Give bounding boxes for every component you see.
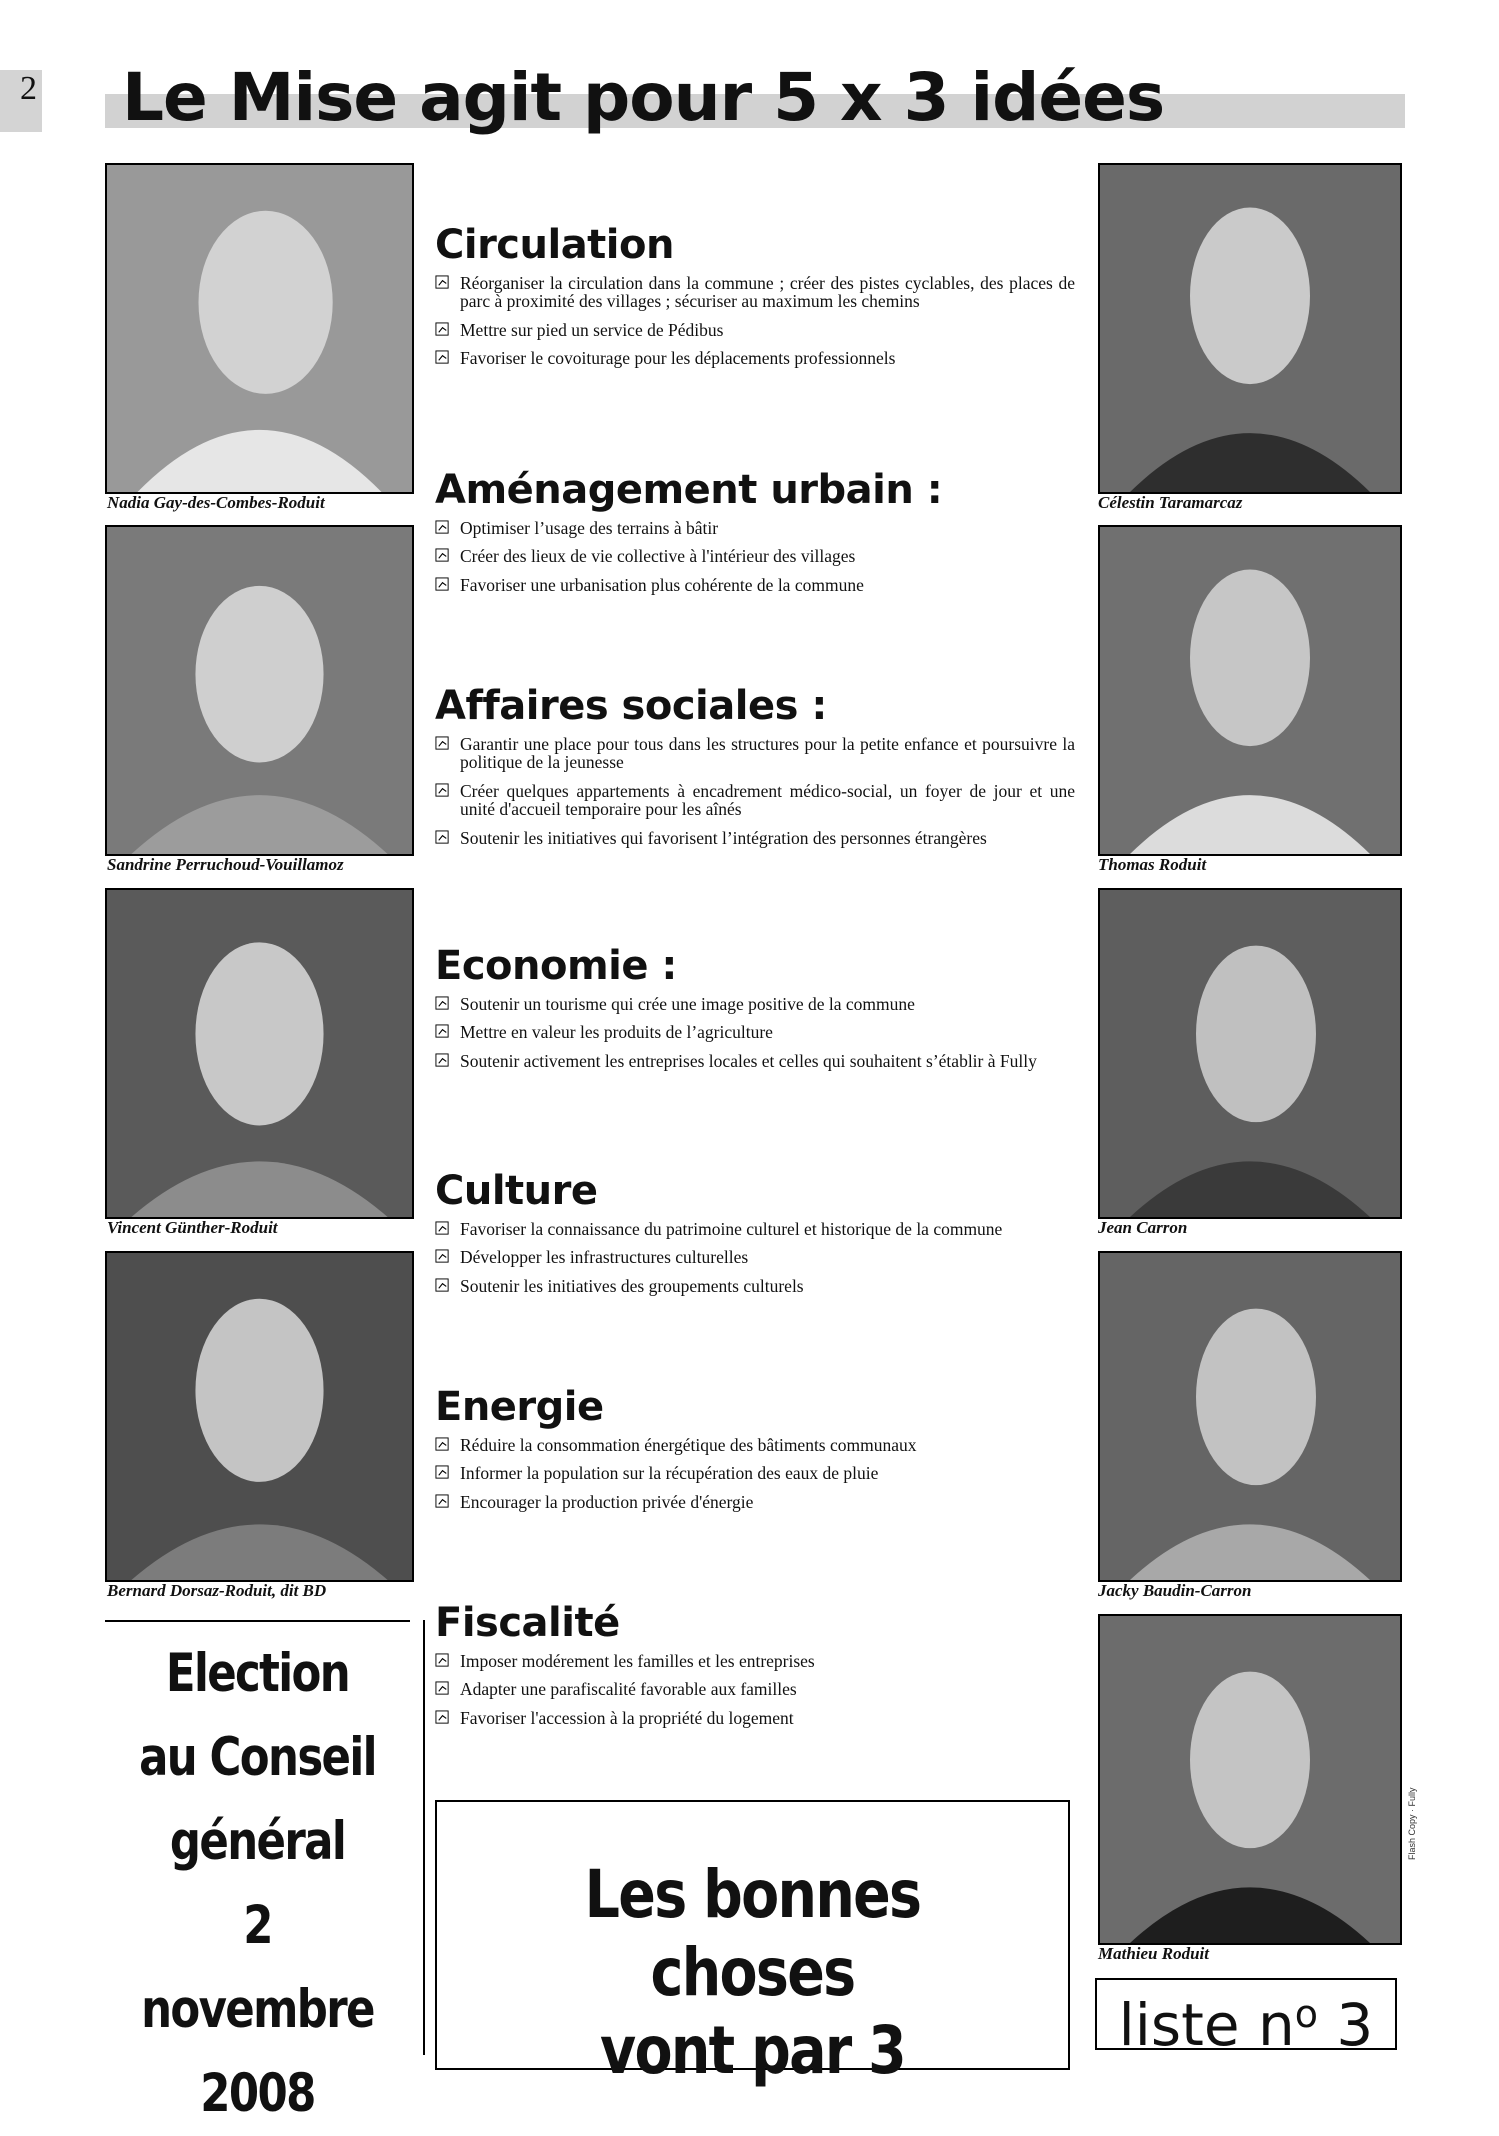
divider-horizontal xyxy=(105,1620,410,1622)
hand-pointer-icon xyxy=(435,577,450,592)
liste-label: liste n xyxy=(1118,1991,1295,2059)
list-item: Créer des lieux de vie collective à l'intérieur des villages xyxy=(435,547,1075,565)
election-line: Election xyxy=(165,1643,350,1704)
candidate-caption: Thomas Roduit xyxy=(1098,855,1207,874)
hand-pointer-icon xyxy=(435,322,450,337)
section-heading: Circulation xyxy=(435,222,674,268)
candidate-caption: Célestin Taramarcaz xyxy=(1098,493,1243,512)
election-line: général xyxy=(169,1811,346,1872)
section-heading: Culture xyxy=(435,1168,598,1214)
section-heading: Affaires sociales : xyxy=(435,683,827,729)
list-item: Mettre en valeur les produits de l’agriculture xyxy=(435,1023,1075,1041)
election-line: au Conseil xyxy=(139,1727,376,1788)
list-item: Soutenir les initiatives qui favorisent l’intégration des personnes étrangères xyxy=(435,829,1075,847)
page-title: Le Mise agit pour 5 x 3 idées xyxy=(122,59,1165,136)
hand-pointer-icon xyxy=(435,996,450,1011)
candidate-caption: Jacky Baudin-Carron xyxy=(1098,1581,1252,1600)
section-culture xyxy=(435,1168,1075,1305)
hand-pointer-icon xyxy=(435,736,450,751)
portrait-photo xyxy=(105,525,414,856)
section-heading: Fiscalité xyxy=(435,1600,620,1646)
divider-vertical xyxy=(423,1620,425,2055)
list-item: Soutenir activement les entreprises locales et celles qui souhaitent s’établir à Fully xyxy=(435,1052,1075,1070)
list-item: Réorganiser la circulation dans la commune ; créer des pistes cyclables, des places de parc à proximité des villages ; sécuriser au maximum les chemins xyxy=(435,274,1075,311)
election-line: 2008 xyxy=(200,2063,315,2124)
election-notice xyxy=(105,1632,410,2136)
hand-pointer-icon xyxy=(435,520,450,535)
hand-pointer-icon xyxy=(435,1053,450,1068)
list-item: Optimiser l’usage des terrains à bâtir xyxy=(435,519,1075,537)
hand-pointer-icon xyxy=(435,1710,450,1725)
section-heading: Aménagement urbain : xyxy=(435,467,943,513)
list-item: Favoriser la connaissance du patrimoine culturel et historique de la commune xyxy=(435,1220,1075,1238)
hand-pointer-icon xyxy=(435,1494,450,1509)
list-item: Favoriser une urbanisation plus cohérente de la commune xyxy=(435,576,1075,594)
section-amenagement xyxy=(435,467,1075,604)
section-circulation xyxy=(435,222,1075,378)
list-item: Encourager la production privée d'énergie xyxy=(435,1493,1075,1511)
list-item: Imposer modérement les familles et les entreprises xyxy=(435,1652,1075,1670)
slogan-line: vont par 3 xyxy=(599,2012,905,2089)
hand-pointer-icon xyxy=(435,1221,450,1236)
hand-pointer-icon xyxy=(435,350,450,365)
section-heading: Economie : xyxy=(435,943,677,989)
section-fiscalite xyxy=(435,1600,1075,1737)
hand-pointer-icon xyxy=(435,783,450,798)
list-item: Créer quelques appartements à encadrement médico-social, un foyer de jour et une unité d'accueil temporaire pour les aînés xyxy=(435,782,1075,819)
hand-pointer-icon xyxy=(435,1249,450,1264)
portrait-photo xyxy=(1098,1614,1402,1945)
candidate-caption: Vincent Günther-Roduit xyxy=(107,1218,278,1237)
hand-pointer-icon xyxy=(435,1465,450,1480)
list-item: Informer la population sur la récupération des eaux de pluie xyxy=(435,1464,1075,1482)
portrait-photo xyxy=(105,888,414,1219)
portrait-photo xyxy=(1098,888,1402,1219)
election-line: 2 novembre xyxy=(141,1895,374,2040)
hand-pointer-icon xyxy=(435,1681,450,1696)
list-item: Soutenir un tourisme qui crée une image positive de la commune xyxy=(435,995,1075,1013)
portrait-photo xyxy=(105,163,414,494)
list-item: Mettre sur pied un service de Pédibus xyxy=(435,321,1075,339)
candidate-caption: Bernard Dorsaz-Roduit, dit BD xyxy=(107,1581,327,1600)
liste-number: 3 xyxy=(1317,1991,1374,2059)
list-item: Développer les infrastructures culturelles xyxy=(435,1248,1075,1266)
section-energie xyxy=(435,1384,1075,1521)
page-number: 2 xyxy=(20,70,37,107)
candidate-caption: Sandrine Perruchoud-Vouillamoz xyxy=(107,855,344,874)
candidate-caption: Mathieu Roduit xyxy=(1098,1944,1210,1963)
hand-pointer-icon xyxy=(435,1653,450,1668)
portrait-photo xyxy=(1098,525,1402,856)
slogan-line: Les bonnes choses xyxy=(584,1856,921,2011)
liste-box xyxy=(1095,1978,1397,2059)
hand-pointer-icon xyxy=(435,830,450,845)
section-economie xyxy=(435,943,1075,1080)
hand-pointer-icon xyxy=(435,1278,450,1293)
section-affaires-sociales xyxy=(435,683,1075,857)
portrait-photo xyxy=(105,1251,414,1582)
liste-superscript: o xyxy=(1294,1992,1318,2036)
hand-pointer-icon xyxy=(435,275,450,290)
list-item: Réduire la consommation énergétique des bâtiments communaux xyxy=(435,1436,1075,1454)
slogan-box xyxy=(435,1800,1070,2089)
hand-pointer-icon xyxy=(435,548,450,563)
candidate-caption: Jean Carron xyxy=(1098,1218,1188,1237)
hand-pointer-icon xyxy=(435,1024,450,1039)
candidate-caption: Nadia Gay-des-Combes-Roduit xyxy=(107,493,325,512)
hand-pointer-icon xyxy=(435,1437,450,1452)
list-item: Favoriser l'accession à la propriété du logement xyxy=(435,1709,1075,1727)
photo-credit: Flash Copy · Fully xyxy=(1407,1787,1417,1860)
section-heading: Energie xyxy=(435,1384,604,1430)
list-item: Adapter une parafiscalité favorable aux familles xyxy=(435,1680,1075,1698)
list-item: Garantir une place pour tous dans les structures pour la petite enfance et poursuivre la politique de la jeunesse xyxy=(435,735,1075,772)
list-item: Soutenir les initiatives des groupements culturels xyxy=(435,1277,1075,1295)
portrait-photo xyxy=(1098,163,1402,494)
list-item: Favoriser le covoiturage pour les déplacements professionnels xyxy=(435,349,1075,367)
portrait-photo xyxy=(1098,1251,1402,1582)
